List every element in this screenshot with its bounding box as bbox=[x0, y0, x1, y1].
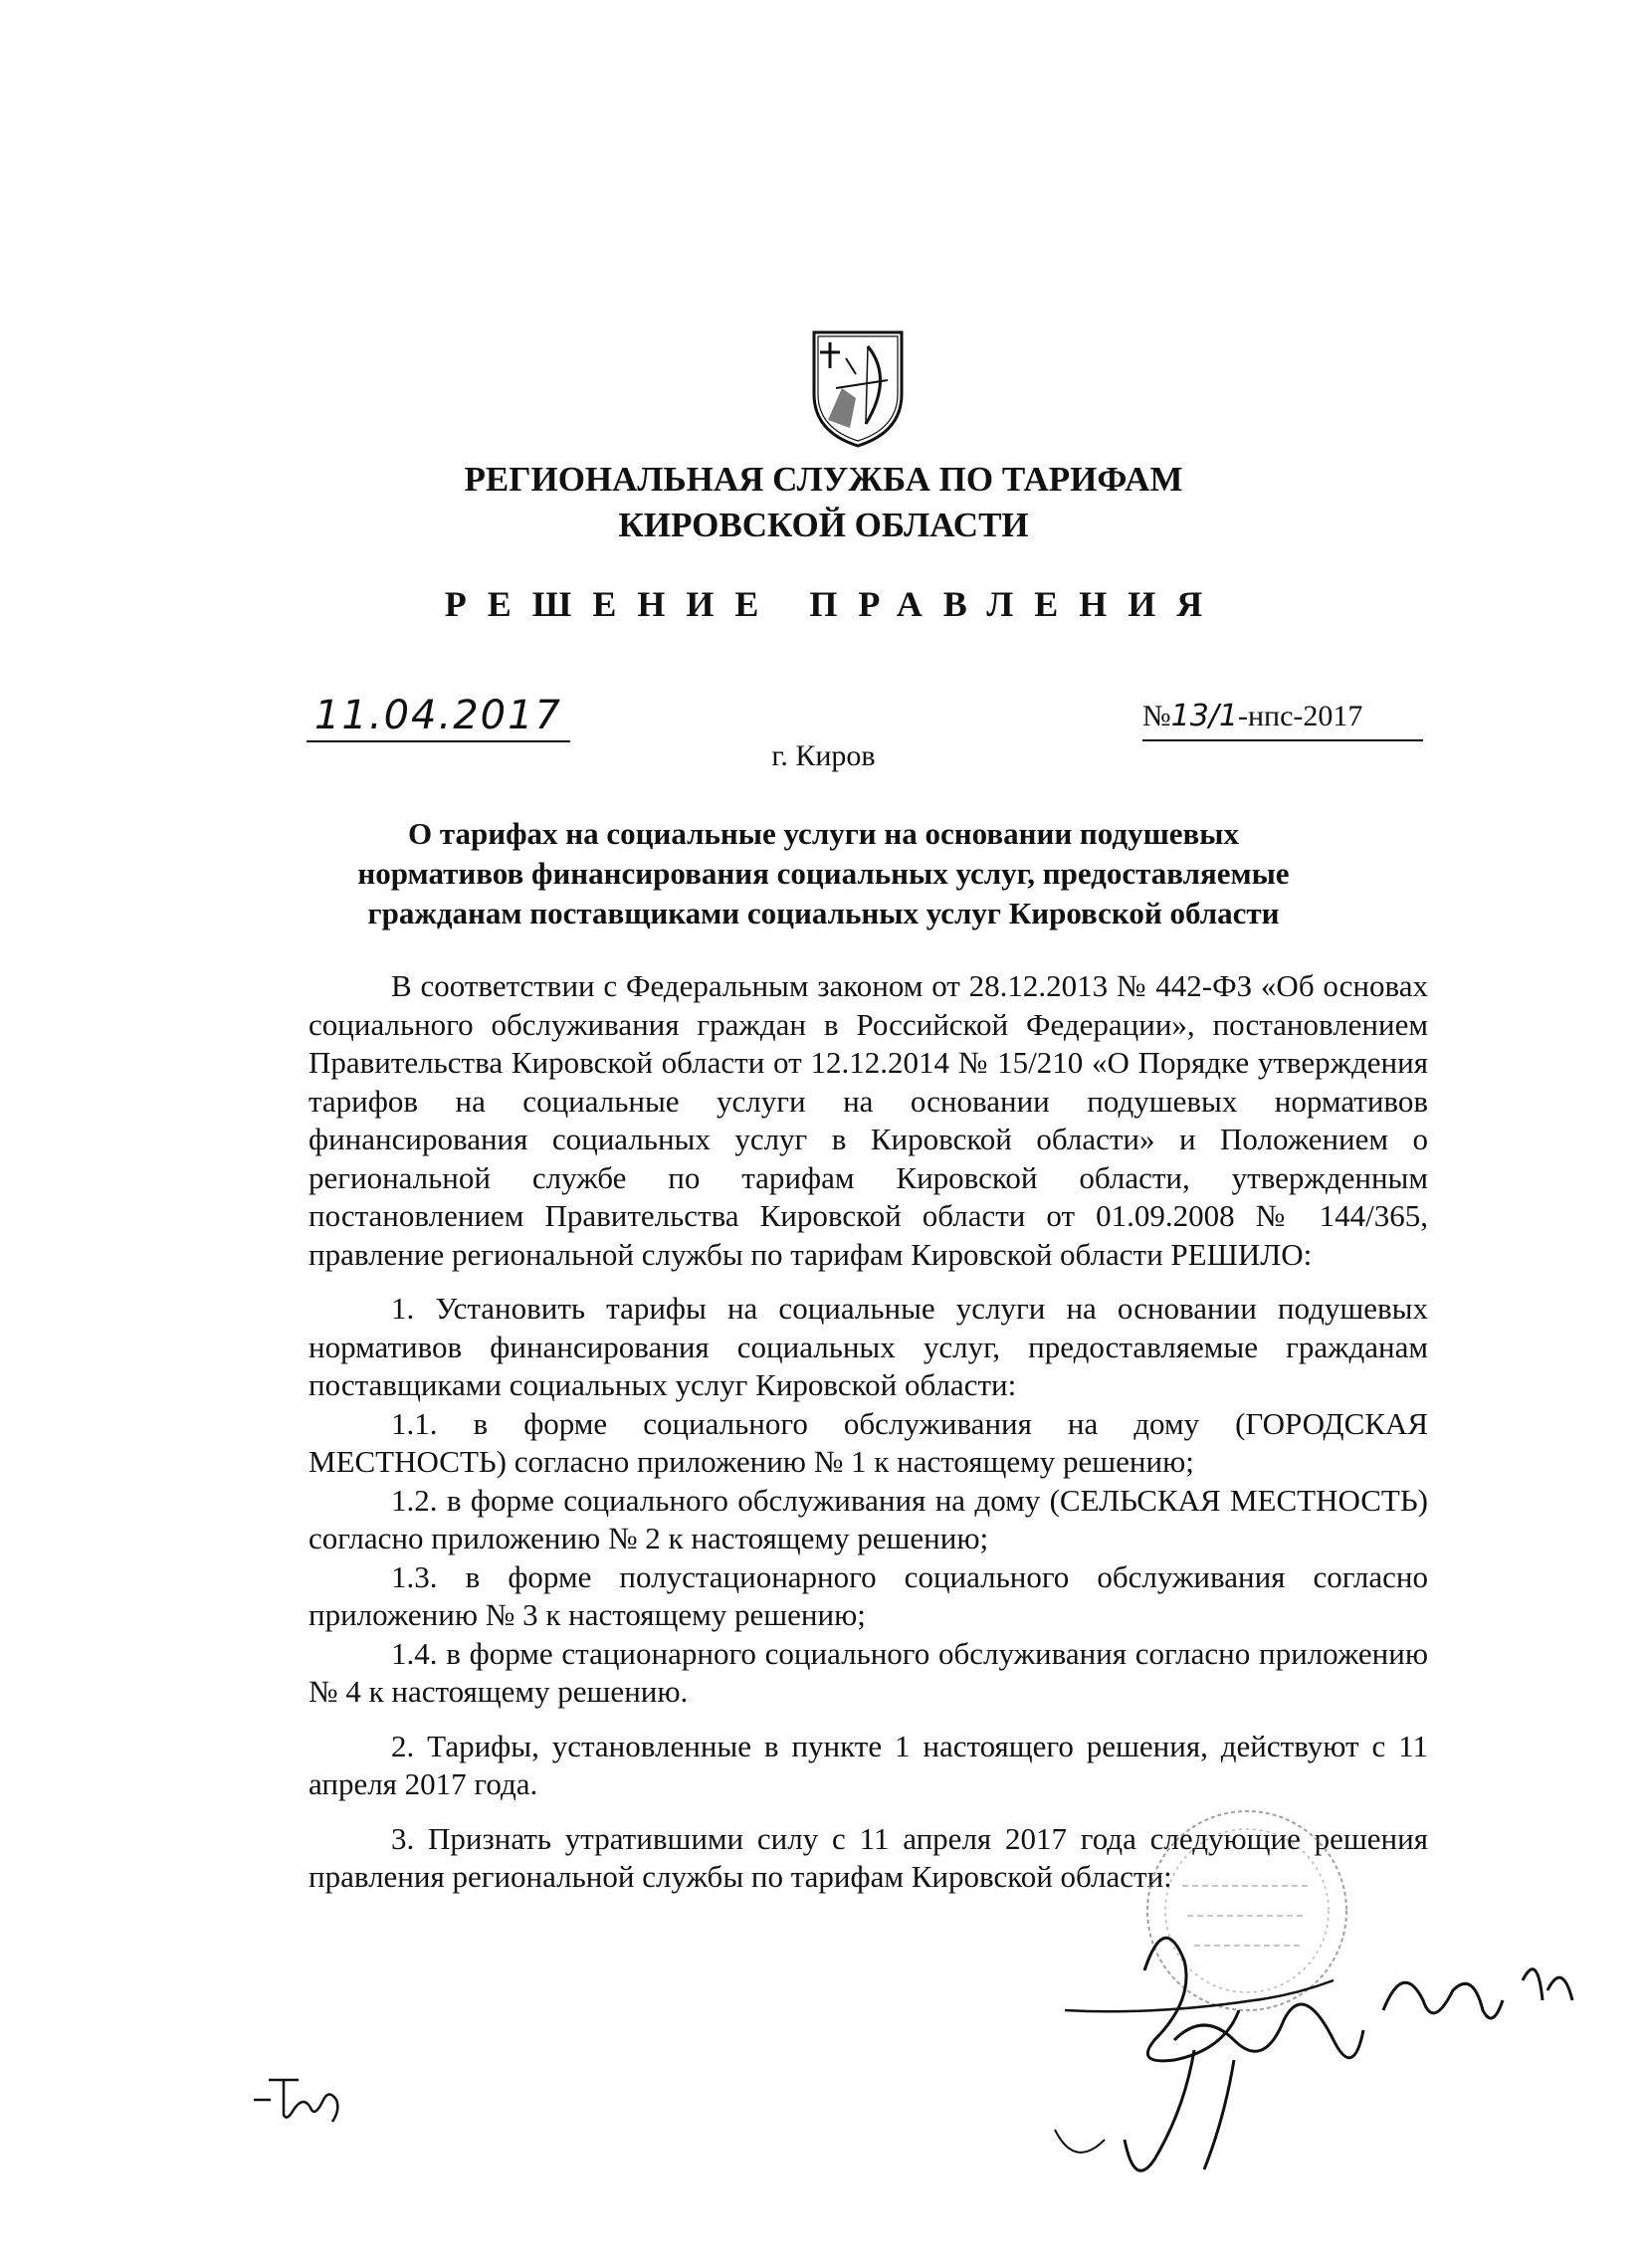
org-name-line2: КИРОВСКОЙ ОБЛАСТИ bbox=[618, 506, 1029, 544]
document-date: 11.04.2017 bbox=[307, 691, 570, 742]
item-1-3: 1.3. в форме полустационарного социального обслуживания согласно приложению № 3 к настоящему решению; bbox=[309, 1558, 1428, 1632]
handwritten-initials bbox=[249, 2070, 368, 2130]
document-number-prefix: № bbox=[1142, 700, 1171, 732]
item-1: 1. Установить тарифы на социальные услуги на основании подушевых нормативов финансирования социальных услуг, предоставляемые гражданам поставщиками социальных услуг Кировской области: bbox=[309, 1291, 1428, 1402]
subject-line1: О тарифах на социальные услуги на основании подушевых bbox=[408, 816, 1239, 851]
coat-of-arms-icon bbox=[808, 328, 908, 450]
document-number bbox=[1142, 697, 1362, 736]
preamble-paragraph: В соответствии с Федеральным законом от 28.12.2013 № 442-ФЗ «Об основах социального обслуживания граждан в Российской Федерации», постановлением Правительства Кировской области от 12.12.2014 № 15/210 «О Порядке утверждения тарифов на социальные услуги на основании подушевых нормативов финансирования социальных услуг в Кировской области» и Положением о региональной службе по тарифам Кировской области, утвержденным постановлением Правительства Кировской области от 01.09.2008 № 144/365, правление региональной службы по тарифам Кировской области РЕШИЛО: bbox=[309, 968, 1428, 1272]
item-1-4: 1.4. в форме стационарного социального обслуживания согласно приложению № 4 к настоящему решению. bbox=[309, 1635, 1428, 1709]
org-name-line1: РЕГИОНАЛЬНАЯ СЛУЖБА ПО ТАРИФАМ bbox=[464, 460, 1183, 499]
document-type-title: РЕШЕНИЕ ПРАВЛЕНИЯ bbox=[444, 584, 1224, 624]
city-name: г. Киров bbox=[771, 739, 876, 772]
handwritten-signature bbox=[1035, 1891, 1612, 2209]
subject-line3: гражданам поставщиками социальных услуг Кировской области bbox=[367, 896, 1280, 930]
document-body bbox=[309, 967, 1428, 1897]
item-1-2: 1.2. в форме социального обслуживания на дому (СЕЛЬСКАЯ МЕСТНОСТЬ) согласно приложению № 2 к настоящему решению; bbox=[309, 1482, 1428, 1555]
document-number-handwritten: 13/1 bbox=[1170, 699, 1238, 733]
subject-line2: нормативов финансирования социальных услуг, предоставляемые bbox=[357, 856, 1290, 891]
item-2: 2. Тарифы, установленные в пункте 1 настоящего решения, действуют с 11 апреля 2017 года. bbox=[309, 1728, 1428, 1801]
item-3: 3. Признать утратившими силу с 11 апреля 2017 года следующие решения правления региональной службы по тарифам Кировской области: bbox=[309, 1820, 1428, 1894]
item-1-1: 1.1. в форме социального обслуживания на дому (ГОРОДСКАЯ МЕСТНОСТЬ) согласно приложению № 1 к настоящему решению; bbox=[309, 1405, 1428, 1479]
document-number-suffix: -нпс-2017 bbox=[1238, 700, 1363, 732]
document-subject bbox=[0, 814, 1647, 933]
